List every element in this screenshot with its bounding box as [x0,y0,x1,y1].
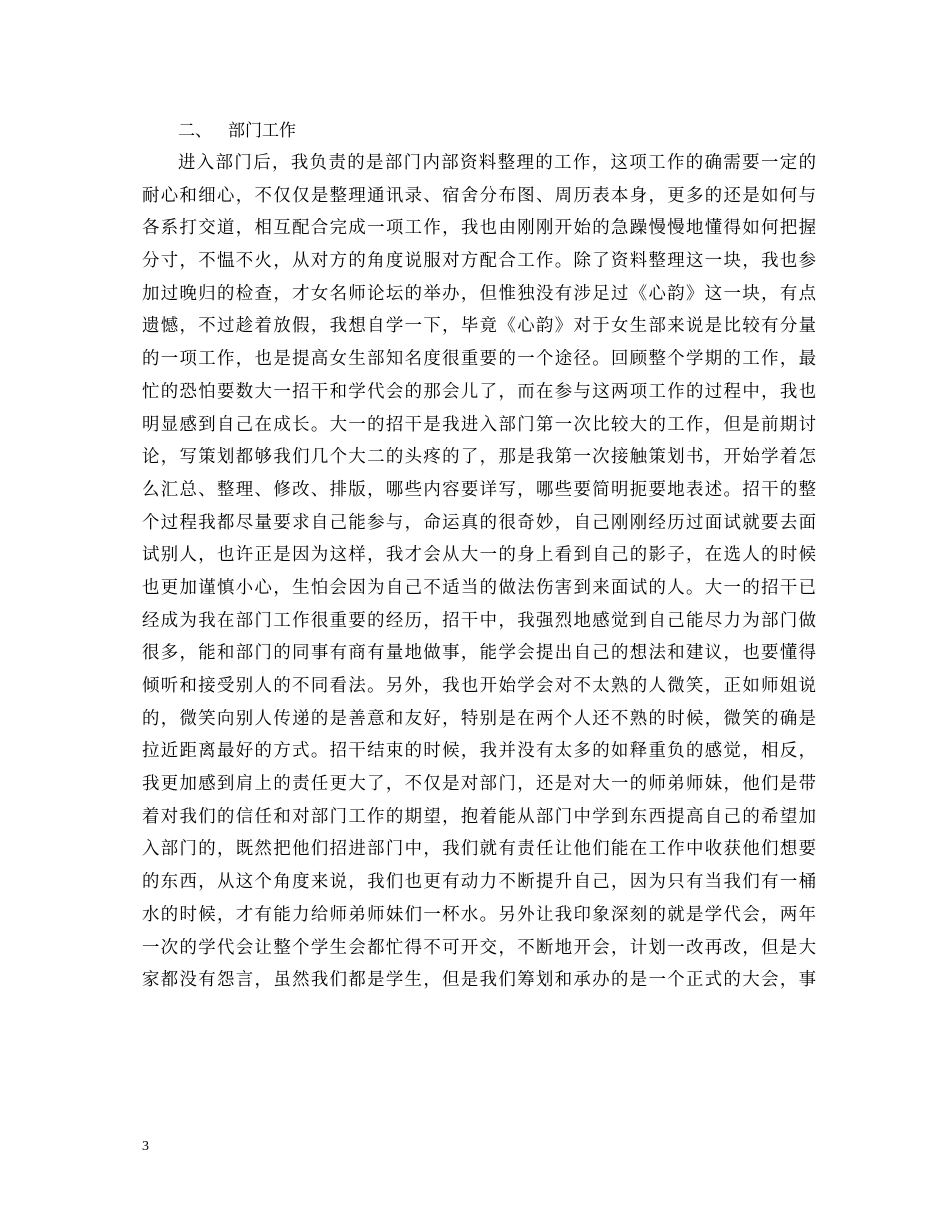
paragraph-line: 试别人，也许正是因为这样，我才会从大一的身上看到自己的影子，在选人的时候 [142,545,816,566]
paragraph-line: 我更加感到肩上的责任更大了，不仅是对部门，还是对大一的师弟师妹，他们是带 [142,774,816,795]
paragraph-line: 耐心和细心，不仅仅是整理通讯录、宿舍分布图、周历表本身，更多的还是如何与 [142,185,816,206]
page-number: 3 [142,1139,149,1154]
paragraph-line: 入部门的，既然把他们招进部门中，我们就有责任让他们能在工作中收获他们想要 [142,839,816,860]
paragraph-line: 一次的学代会让整个学生会都忙得不可开交，不断地开会，计划一改再改，但是大 [142,937,816,958]
section-heading [178,119,296,143]
paragraph-line: 也更加谨慎小心，生怕会因为自己不适当的做法伤害到来面试的人。大一的招干已 [142,577,816,598]
paragraph-line: 加过晚归的检查，才女名师论坛的举办，但惟独没有涉足过《心韵》这一块，有点 [142,283,816,304]
paragraph-line: 进入部门后，我负责的是部门内部资料整理的工作，这项工作的确需要一定的 [178,153,816,173]
paragraph-line: 很多，能和部门的同事有商有量地做事，能学会提出自己的想法和建议，也要懂得 [142,643,816,664]
paragraph-line: 遗憾，不过趁着放假，我想自学一下，毕竟《心韵》对于女生部来说是比较有分量 [142,316,816,337]
paragraph-line: 的东西，从这个角度来说，我们也更有动力不断提升自己，因为只有当我们有一桶 [142,872,816,893]
paragraph-line: 论，写策划都够我们几个大二的头疼的了，那是我第一次接触策划书，开始学着怎 [142,447,816,468]
paragraph-line: 个过程我都尽量要求自己能参与，命运真的很奇妙，自己刚刚经历过面试就要去面 [142,512,816,533]
body-paragraph [142,147,816,997]
paragraph-line: 着对我们的信任和对部门工作的期望，抱着能从部门中学到东西提高自己的希望加 [142,806,816,827]
section-number: 二、 [178,121,212,141]
section-title: 部门工作 [228,121,296,141]
paragraph-line: 忙的恐怕要数大一招干和学代会的那会儿了，而在参与这两项工作的过程中，我也 [142,381,816,402]
paragraph-line: 分寸，不愠不火，从对方的角度说服对方配合工作。除了资料整理这一块，我也参 [142,251,816,272]
paragraph-line: 水的时候，才有能力给师弟师妹们一杯水。另外让我印象深刻的就是学代会，两年 [142,904,816,925]
paragraph-line: 的一项工作，也是提高女生部知名度很重要的一个途径。回顾整个学期的工作，最 [142,349,816,370]
paragraph-line: 各系打交道，相互配合完成一项工作，我也由刚刚开始的急躁慢慢地懂得如何把握 [142,218,816,239]
paragraph-line: 的，微笑向别人传递的是善意和友好，特别是在两个人还不熟的时候，微笑的确是 [142,708,816,729]
paragraph-line: 明显感到自己在成长。大一的招干是我进入部门第一次比较大的工作，但是前期讨 [142,414,816,435]
paragraph-line: 么汇总、整理、修改、排版，哪些内容要详写，哪些要简明扼要地表述。招干的整 [142,479,816,500]
paragraph-line: 经成为我在部门工作很重要的经历，招干中，我强烈地感觉到自己能尽力为部门做 [142,610,816,631]
paragraph-line: 拉近距离最好的方式。招干结束的时候，我并没有太多的如释重负的感觉，相反， [142,741,816,762]
paragraph-line: 家都没有怨言，虽然我们都是学生，但是我们筹划和承办的是一个正式的大会，事 [142,970,816,991]
paragraph-line: 倾听和接受别人的不同看法。另外，我也开始学会对不太熟的人微笑，正如师姐说 [142,676,816,696]
